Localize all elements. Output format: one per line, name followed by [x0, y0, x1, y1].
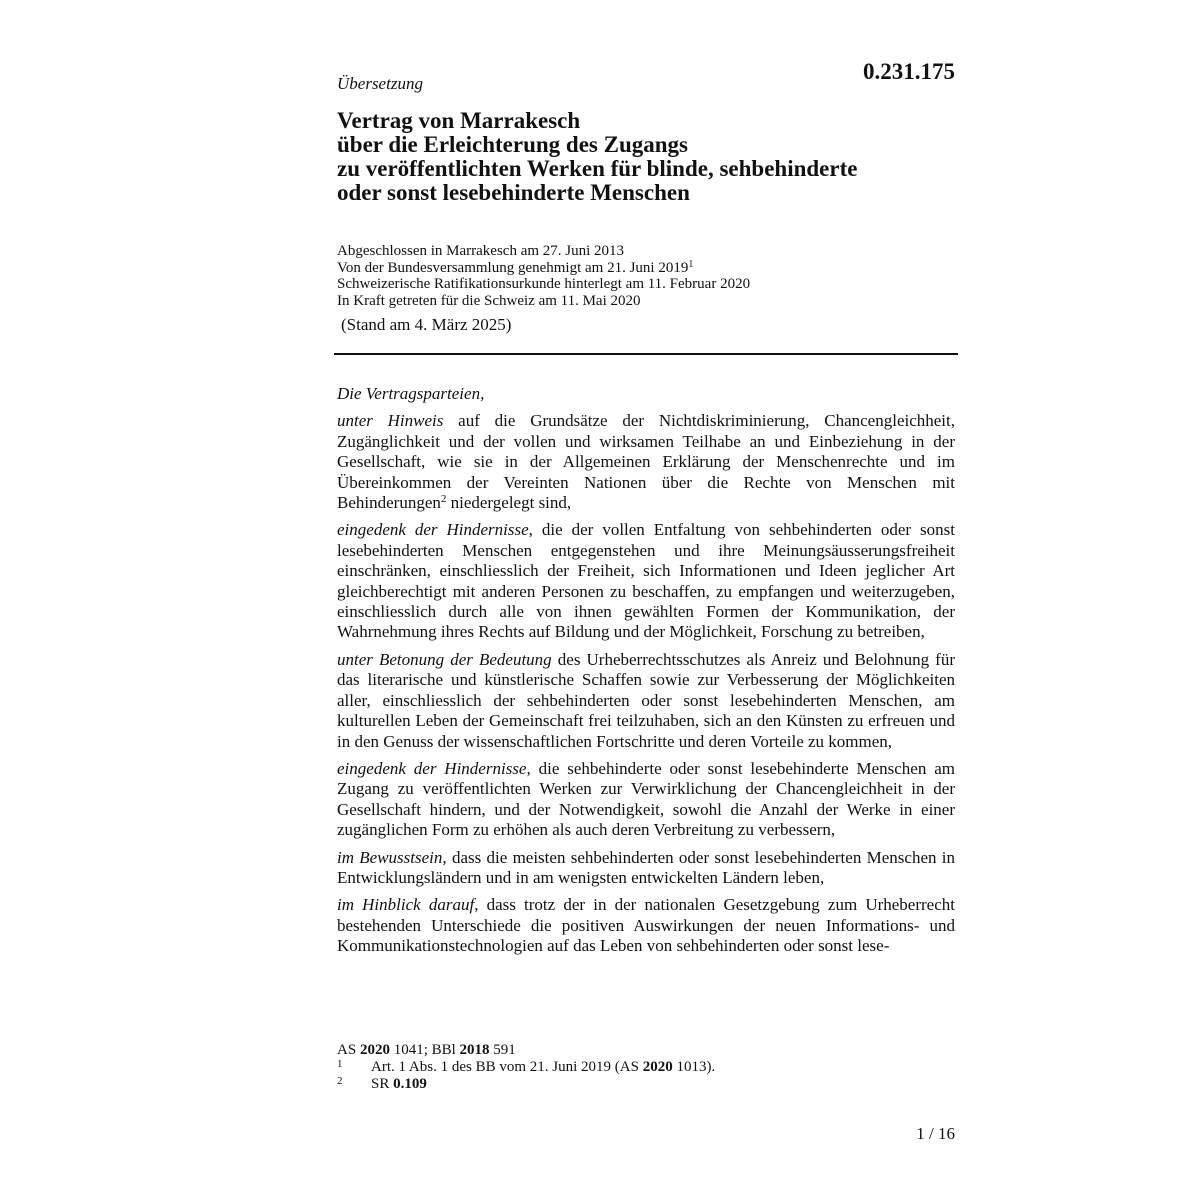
paragraph-text: , dass trotz der in der nationalen Gesetzgebung zum Urheberrecht bestehenden Unterschiede die positiven Auswirkungen der neuen Informations- und Kommunikationstechnologien auf das Leben von sehbehinderten oder sonst lese- [337, 895, 955, 956]
title-line: Vertrag von Marrakesch [337, 108, 581, 133]
preamble [337, 384, 955, 964]
footnote-ref[interactable]: 1 [688, 258, 694, 270]
paragraph-text: niedergelegt sind, [446, 493, 572, 513]
translation-label: Übersetzung [337, 74, 423, 93]
paragraph-text: des Urheberrechtsschutzes als Anreiz und Belohnung für das literarische und künstlerische Schaffen sowie zur Verbesserung der Möglichkeiten aller, einschliesslich der sehbehinderten oder sonst lesebehinderten Menschen, am kulturellen Leben der Gemeinschaft frei teilzuhaben, sich an den Künsten zu erfreuen und in den Genuss der wissenschaftlichen Fortschritte und deren Vorteile zu kommen, [337, 649, 955, 751]
status-date: (Stand am 4. März 2025) [341, 315, 512, 334]
paragraph-lead: eingedenk der Hindernisse [337, 758, 527, 778]
title-line: über die Erleichterung des Zugangs [337, 132, 688, 157]
preamble-paragraph [337, 520, 955, 642]
parties-label: Die Vertragsparteien, [337, 384, 485, 403]
approved-text: Von der Bundesversammlung genehmigt am 21. Juni 2019 [337, 259, 689, 276]
paragraph-lead: im Hinblick darauf [337, 895, 475, 915]
footnote-number: 2 [337, 1075, 343, 1087]
paragraph-lead: unter Hinweis [337, 411, 444, 431]
footnote-number: 1 [337, 1058, 343, 1070]
footnote-text-part: Art. 1 Abs. 1 des BB vom 21. Juni 2019 (AS [371, 1059, 643, 1075]
paragraph-lead: unter Betonung der Bedeutung [337, 649, 552, 669]
paragraph-lead: eingedenk der Hindernisse [337, 520, 529, 540]
footnote-text [371, 1059, 715, 1076]
footnote-sr-ref[interactable]: 0.109 [393, 1076, 427, 1092]
source-reference [337, 1042, 957, 1059]
footnote-text [371, 1076, 427, 1093]
preamble-paragraph [337, 895, 955, 956]
divider [334, 353, 958, 355]
sr-number: 0.231.175 [863, 59, 955, 84]
preamble-paragraph [337, 650, 955, 752]
footnotes [337, 1042, 957, 1093]
source-year: 2018 [459, 1042, 490, 1058]
approved-date [337, 260, 957, 277]
footnote-year: 2020 [642, 1059, 673, 1075]
source-year: 2020 [359, 1042, 390, 1058]
preamble-paragraph [337, 411, 955, 513]
preamble-paragraph [337, 848, 955, 889]
footnote-text-part: 1013). [672, 1059, 716, 1075]
title-line: zu veröffentlichten Werken für blinde, sehbehinderte [337, 156, 858, 181]
in-force-date: In Kraft getreten für die Schweiz am 11. Mai 2020 [337, 292, 641, 309]
source-text: 591 [489, 1042, 516, 1058]
preamble-parties [337, 384, 955, 404]
source-text: AS [337, 1042, 360, 1058]
treaty-facts [337, 243, 957, 309]
paragraph-text: , die sehbehinderte oder sonst lesebehinderte Menschen am Zugang zu veröffentlichten Werken zur Verwirklichung der Chancengleichheit in der Gesellschaft hindern, und der Notwendigkeit, sowohl die Anzahl der Werke in einer zugänglichen Form zu erhöhen als auch deren Verbreitung zu verbessern, [337, 758, 955, 840]
page-number: 1 / 16 [916, 1124, 955, 1143]
footnote-text-part: SR [371, 1076, 394, 1092]
paragraph-lead: im Bewusstsein, [337, 847, 447, 867]
footnote-2 [337, 1076, 957, 1093]
footnote-1 [337, 1059, 957, 1076]
footnote-ref[interactable]: 2 [440, 493, 447, 506]
document-title [337, 109, 957, 205]
preamble-paragraph [337, 759, 955, 841]
paragraph-text: dass die meisten sehbehinderten oder sonst lesebehinderten Menschen in Entwicklungsländern und in am wenigsten entwickelten Ländern leben, [337, 847, 955, 887]
concluded-date: Abgeschlossen in Marrakesch am 27. Juni 2013 [337, 243, 625, 259]
paragraph-text: auf die Grundsätze der Nichtdiskriminierung, Chancengleichheit, Zugänglichkeit und der vollen und wirksamen Teilhabe an und Einbeziehung in der Gesellschaft, wie sie in der Allgemeinen Erklärung der Menschenrechte und im Übereinkommen der Vereinten Nationen über die Rechte von Menschen mit Behinderungen [337, 411, 956, 513]
paragraph-text: , die der vollen Entfaltung von sehbehinderten oder sonst lesebehinderten Menschen entgegenstehen und ihre Meinungsäusserungsfreiheit einschränken, einschliesslich der Freiheit, sich Informationen und Ideen jeglicher Art gleichberechtigt mit anderen Personen zu beschaffen, zu empfangen und weiterzugeben, einschliesslich durch alle von ihnen gewählten Formen der Kommunikation, der Wahrnehmung ihres Rechts auf Bildung und der Möglichkeit, Forschung zu betreiben, [337, 520, 955, 642]
source-text: 1041; BBl [389, 1042, 460, 1058]
ratified-date: Schweizerische Ratifikationsurkunde hinterlegt am 11. Februar 2020 [337, 276, 751, 292]
title-line: oder sonst lesebehinderte Menschen [337, 180, 690, 205]
